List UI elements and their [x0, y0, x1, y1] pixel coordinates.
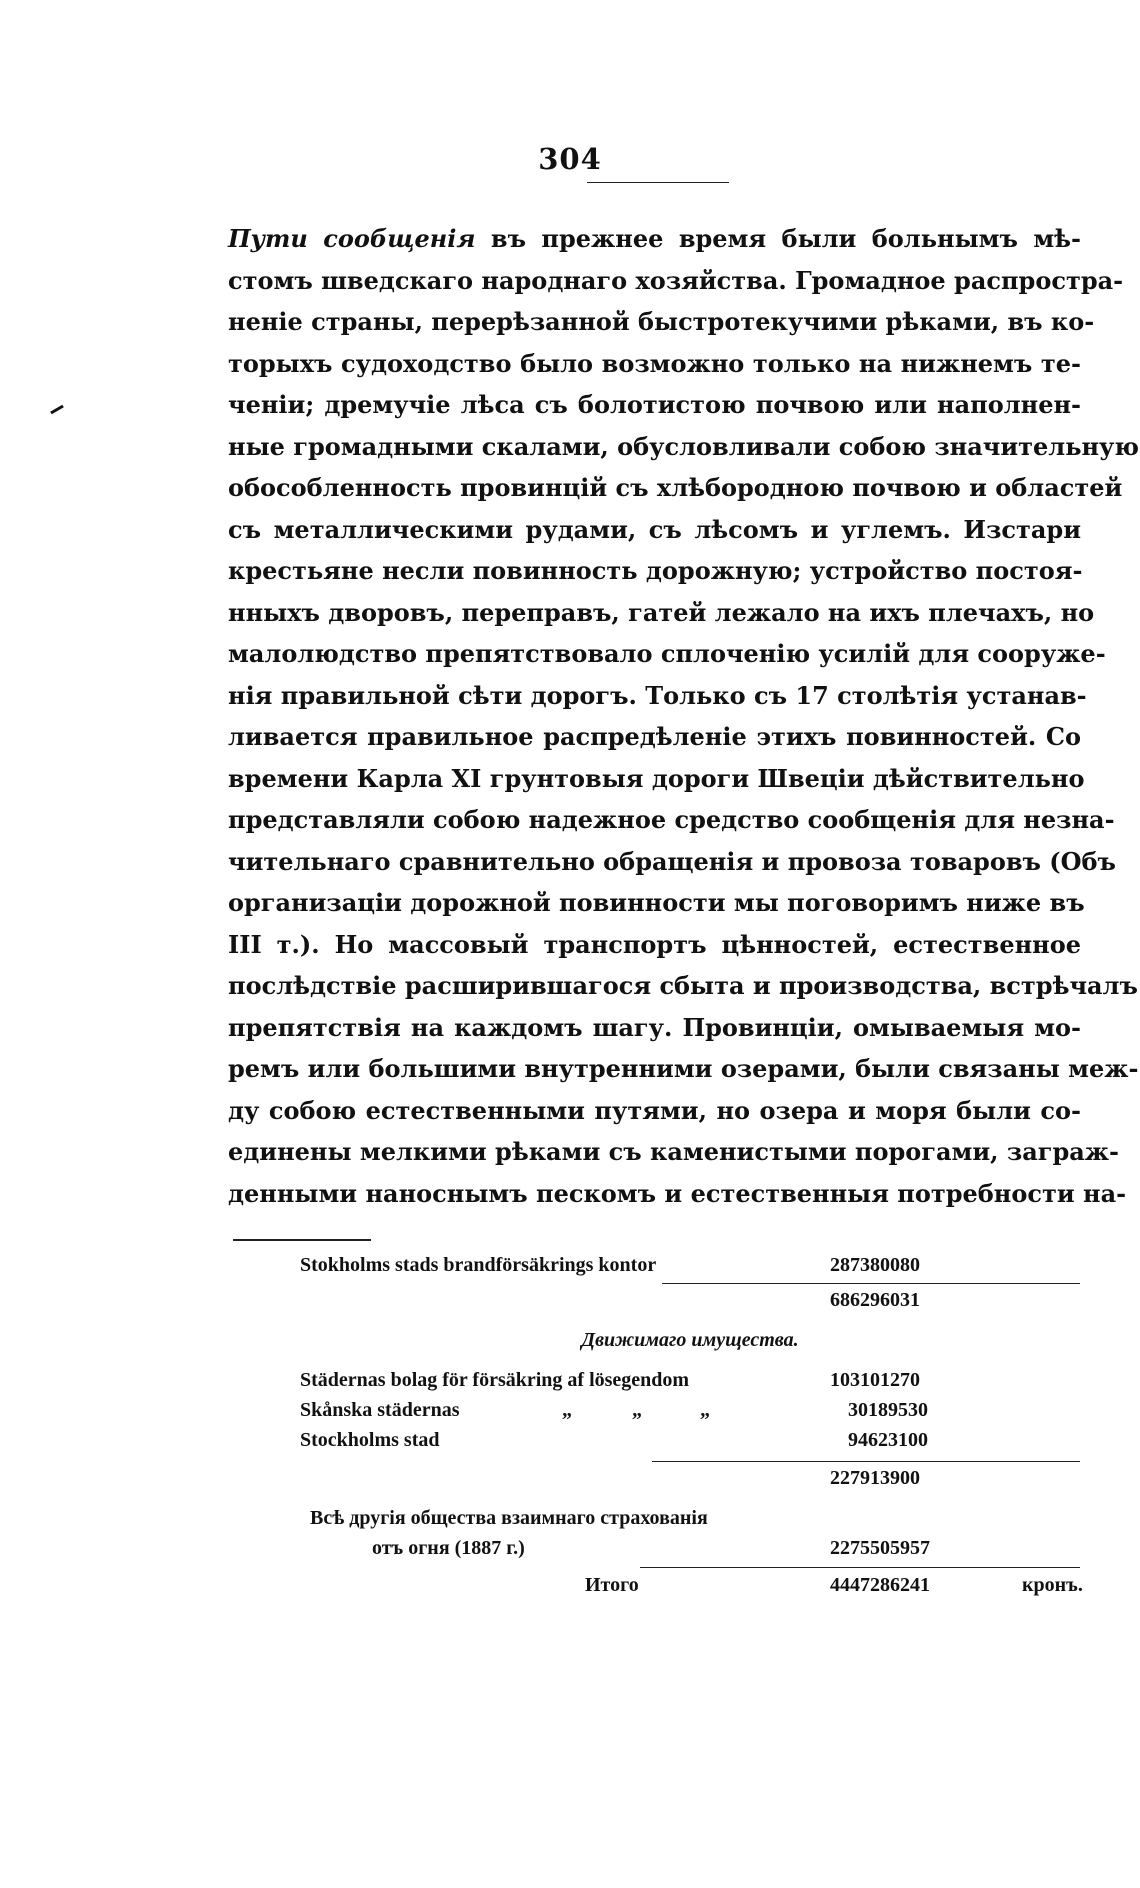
line-text: торыхъ судоходство было возможно только на нижнемъ те-	[228, 348, 1081, 378]
text-line	[228, 1090, 1081, 1132]
line-text: единены мелкими рѣками съ каменистыми порогами, заграж-	[228, 1137, 1119, 1166]
text-line	[228, 260, 1124, 302]
text-line	[228, 924, 1081, 966]
line-text: чительнаго сравнительно обращенія и провоза товаровъ (Объ	[228, 846, 1116, 876]
total-unit: кронъ.	[1022, 1574, 1083, 1596]
ditto-mark: „	[700, 1399, 710, 1421]
text-line	[228, 1007, 1081, 1049]
text-line	[228, 716, 1081, 758]
row-label: отъ огня (1887 г.)	[372, 1537, 525, 1559]
line-text: денными наноснымъ пескомъ и естественныя потребности на-	[228, 1178, 1127, 1208]
text-line	[228, 1173, 1127, 1215]
text-line	[228, 758, 1085, 800]
table-row-subtotal-1	[300, 1289, 1080, 1319]
table-row-total	[300, 1574, 1083, 1604]
page-number: 304	[538, 142, 602, 176]
line-text: III т.). Но массовый транспортъ цѣнностей, естественное	[228, 929, 1081, 959]
table-row-subtotal-2	[300, 1467, 1080, 1497]
row-value: 2275505957	[830, 1537, 930, 1559]
line-text: времени Карла XI грунтовыя дороги Швеціи дѣйствительно	[228, 763, 1085, 793]
text-line	[228, 301, 1095, 343]
footnote-rule	[233, 1239, 371, 1241]
text-line	[228, 509, 1081, 551]
line-text: ченіи; дремучіе лѣса съ болотистою почвою или наполнен-	[228, 390, 1081, 419]
line-text: съ металлическими рудами, съ лѣсомъ и углемъ. Изстари	[228, 514, 1081, 544]
text-line	[228, 965, 1138, 1007]
table-row-staedernas	[300, 1369, 1080, 1399]
line-text: ные громадными скалами, обусловливали собою значительную	[228, 431, 1140, 461]
row-label: Stokholms stads brandförsäkrings kontor	[300, 1254, 657, 1276]
ditto-mark: „	[632, 1399, 642, 1421]
line-text: ливается правильное распредѣленіе этихъ повинностей. Со	[228, 722, 1081, 751]
table-row-stockholms-stad	[300, 1429, 1080, 1459]
line-text: представляли собою надежное средство сообщенія для незна-	[228, 805, 1115, 834]
text-line	[228, 882, 1085, 924]
table-row-others-2	[300, 1537, 1080, 1567]
row-value: 94623100	[848, 1429, 928, 1451]
sum-rule	[662, 1283, 1080, 1284]
line-text: обособленность провинцій съ хлѣбородною почвою и областей	[228, 473, 1123, 502]
text-line	[228, 1048, 1139, 1090]
text-line	[228, 218, 1081, 260]
line-text: нія правильной сѣти дорогъ. Только съ 17 столѣтія устанав-	[228, 680, 1087, 710]
text-line	[228, 592, 1095, 634]
text-line	[228, 550, 1081, 592]
text-line	[228, 384, 1081, 426]
line-text: стомъ шведскаго народнаго хозяйства. Громадное распростра-	[228, 265, 1124, 295]
text-line	[228, 841, 1116, 883]
margin-pencil-mark	[50, 405, 64, 415]
text-line	[228, 799, 1115, 841]
row-label: Skånska städernas	[300, 1399, 460, 1421]
text-line	[228, 467, 1123, 509]
row-value: 30189530	[848, 1399, 928, 1421]
page-number-rule	[587, 182, 729, 183]
row-value: 686296031	[830, 1289, 920, 1311]
text-line	[228, 675, 1087, 717]
text-line	[228, 343, 1081, 385]
line-text: послѣдствіе расширившагося сбыта и производства, встрѣчалъ	[228, 971, 1138, 1000]
sum-rule	[652, 1461, 1080, 1462]
row-label: Всѣ другія общества взаимнаго страхованія	[310, 1507, 708, 1529]
line-text: нныхъ дворовъ, переправъ, гатей лежало на ихъ плечахъ, но	[228, 597, 1095, 627]
line-text: малолюдство препятствовало сплоченію усилій для сооруже-	[228, 639, 1106, 668]
row-label: Stockholms stad	[300, 1429, 440, 1451]
line-text: крестьяне несли повинность дорожную; устройство постоя-	[228, 556, 1083, 585]
line-text: въ прежнее время были больнымъ мѣ-	[475, 224, 1082, 253]
row-value: 287380080	[830, 1254, 920, 1276]
text-line	[228, 633, 1106, 675]
total-label: Итого	[585, 1574, 639, 1596]
line-text: организаціи дорожной повинности мы поговоримъ ниже въ	[228, 888, 1085, 917]
table-row-heading	[300, 1329, 1080, 1359]
text-line	[228, 1131, 1119, 1173]
section-heading: Движимаго имущества.	[581, 1329, 799, 1351]
line-text: неніе страны, перерѣзанной быстротекучими рѣками, въ ко-	[228, 307, 1095, 336]
ditto-mark: „	[562, 1399, 572, 1421]
table-row-others-1	[300, 1507, 1080, 1537]
line-text: ду собою естественными путями, но озера и моря были со-	[228, 1095, 1081, 1125]
text-line	[228, 426, 1140, 468]
total-value: 4447286241	[830, 1574, 930, 1596]
line-text: препятствія на каждомъ шагу. Провинціи, омываемыя мо-	[228, 1012, 1081, 1042]
table-row-skanska	[300, 1399, 1080, 1429]
row-label: Städernas bolag för försäkring af lösegendom	[300, 1369, 690, 1391]
body-paragraph	[228, 218, 1140, 1214]
italic-lead: Пути сообщенія	[228, 224, 476, 253]
row-value: 103101270	[830, 1369, 920, 1391]
table-row-stockholm-brand	[300, 1254, 1080, 1284]
sum-rule	[640, 1567, 1080, 1568]
line-text: ремъ или большими внутренними озерами, были связаны меж-	[228, 1054, 1139, 1083]
row-value: 227913900	[830, 1467, 920, 1489]
